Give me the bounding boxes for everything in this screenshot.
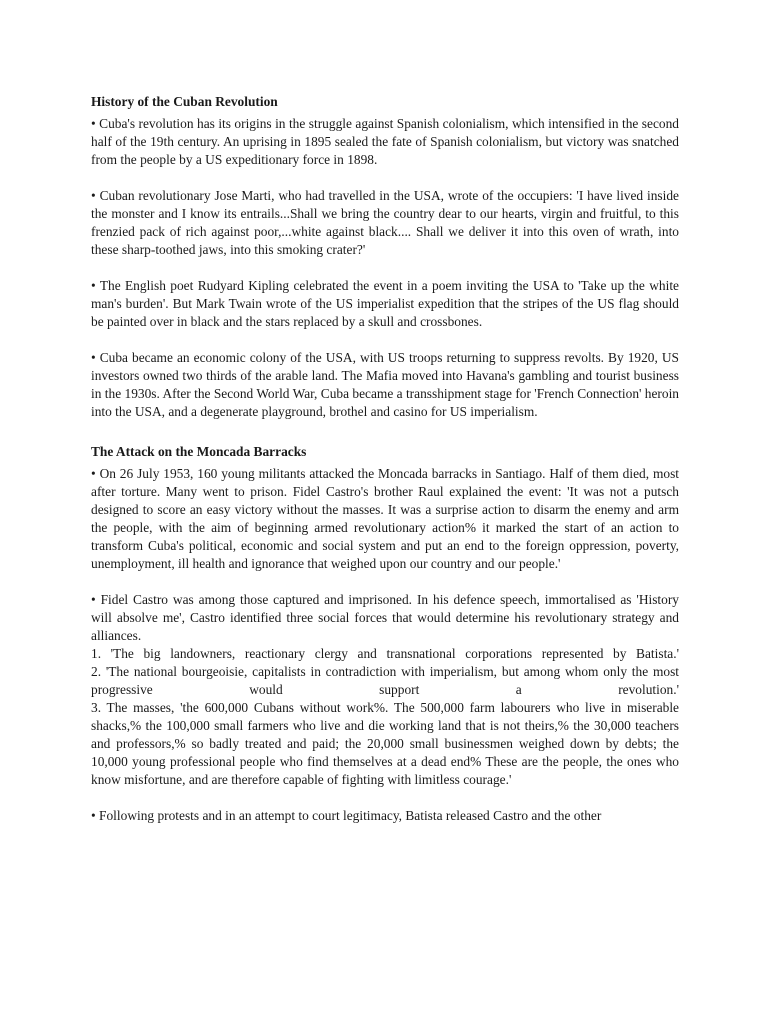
paragraph-moncada-attack: • On 26 July 1953, 160 young militants attacked the Moncada barracks in Santiago. Half of them died, most after torture. Many went to prison. Fidel Castro's brother Raul explained the event: 'It was not a putsch designed to score an easy victory without the masses. It was a surprise action to disarm the enemy and arm the people, with the aim of beginning armed revolutionary action% it marked the start of an action to transform Cuba's political, economic and social system and put an end to the foreign oppression, poverty, unemployment, ill health and ignorance that weighed upon our country and our people.'	[91, 466, 679, 571]
document-page	[91, 93, 679, 825]
paragraph-marti: • Cuban revolutionary Jose Marti, who had travelled in the USA, wrote of the occupiers: 'I have lived inside the monster and I know its entrails...Shall we bring the country dear to our hearts, virgin and fruitful, to this frenzied pack of rich against poor,...white against black.... Shall we deliver it into this oven of wrath, into these sharp-toothed jaws, into this smoking crater?'	[91, 188, 679, 257]
paragraph-castro-intro: • Fidel Castro was among those captured and imprisoned. In his defence speech, immortalised as 'History will absolve me', Castro identified three social forces that would determine his revolutionary strategy and alliances.	[91, 592, 679, 643]
list-item-masses: 3. The masses, 'the 600,000 Cubans without work%. The 500,000 farm labourers who live in miserable shacks,% the 100,000 small farmers who live and die working land that is not theirs,% the 30,000 teachers and professors,% so badly treated and paid; the 20,000 small businessmen weighed down by debts; the 10,000 young professional people who find themselves at a dead end% These are the people, the ones who know misfortune, and are therefore capable of fighting with limitless courage.'	[91, 700, 679, 787]
paragraph-economic-colony: • Cuba became an economic colony of the USA, with US troops returning to suppress revolts. By 1920, US investors owned two thirds of the arable land. The Mafia moved into Havana's gambling and tourist business in the 1930s. After the Second World War, Cuba became a transshipment stage for 'French Connection' heroin into the USA, and a degenerate playground, brothel and casino for US imperialism.	[91, 350, 679, 419]
list-item-bourgeoisie: 2. 'The national bourgeoisie, capitalists in contradiction with imperialism, but among whom only the most progressive would support a revolution.'	[91, 664, 679, 697]
section-heading-history: History of the Cuban Revolution	[91, 94, 278, 109]
list-item-landowners: 1. 'The big landowners, reactionary clergy and transnational corporations represented by Batista.'	[91, 646, 679, 661]
paragraph-batista-release: • Following protests and in an attempt to court legitimacy, Batista released Castro and the other	[91, 808, 602, 823]
section-heading-moncada: The Attack on the Moncada Barracks	[91, 444, 307, 459]
paragraph-kipling: • The English poet Rudyard Kipling celebrated the event in a poem inviting the USA to 'Take up the white man's burden'. But Mark Twain wrote of the US imperialist expedition that the stripes of the US flag should be painted over in black and the stars replaced by a skull and crossbones.	[91, 278, 679, 329]
paragraph-castro-defence	[91, 591, 679, 789]
paragraph-origins: • Cuba's revolution has its origins in the struggle against Spanish colonialism, which intensified in the second half of the 19th century. An uprising in 1895 sealed the fate of Spanish colonialism, but victory was snatched from the people by a US expeditionary force in 1898.	[91, 116, 679, 167]
